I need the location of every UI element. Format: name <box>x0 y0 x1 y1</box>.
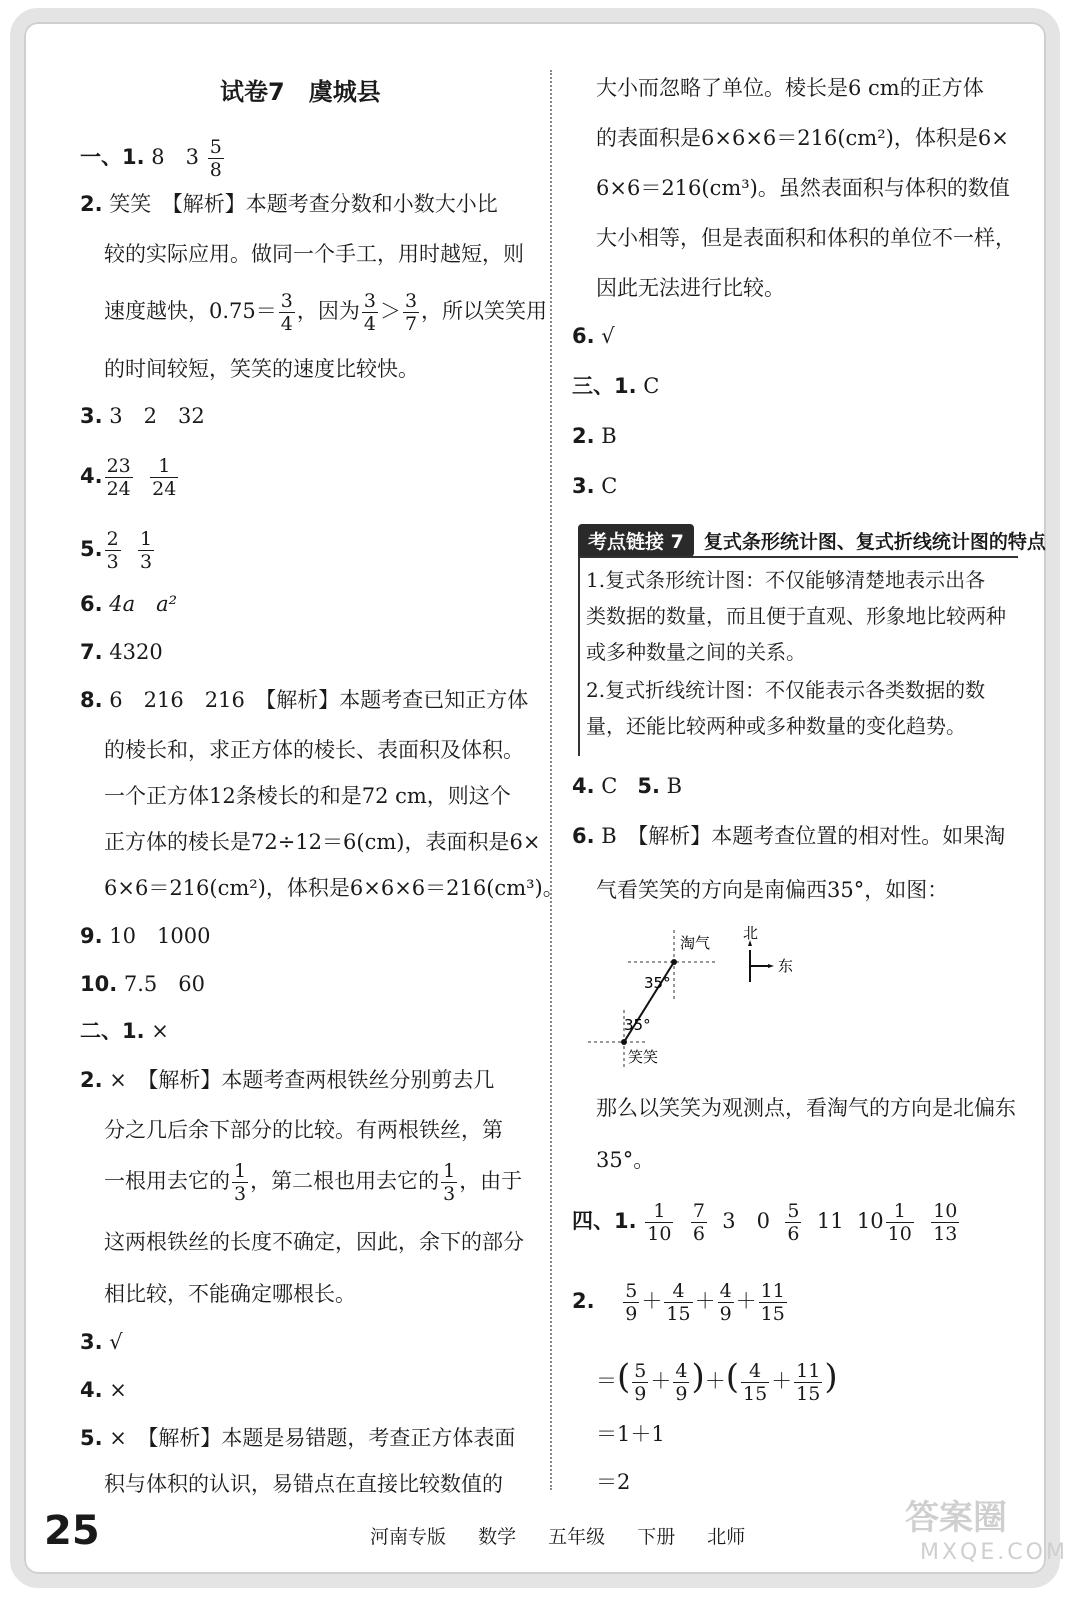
text-line: 1.复式条形统计图：不仅能够清楚地表示出各 <box>586 568 986 592</box>
answer-1-9: 9. 10 1000 <box>80 924 211 948</box>
knowledge-link-header <box>578 524 1046 557</box>
answer-2-1: 二、1. × <box>80 1019 169 1043</box>
page-number: 25 <box>44 1508 100 1554</box>
footer-info <box>370 1522 771 1549</box>
angle-label-2: 35° <box>624 1016 651 1034</box>
xiaoxiao-point <box>621 1039 627 1045</box>
footer-volume: 下册 <box>637 1526 676 1548</box>
answer-1-7: 7. 4320 <box>80 640 163 664</box>
footer-publisher: 北师 <box>707 1526 746 1548</box>
watermark-url: MXQE.COM <box>920 1540 1068 1565</box>
text-line: 6×6＝216(cm²)，体积是6×6×6＝216(cm³)。 <box>104 876 564 900</box>
text-line: 2.复式折线统计图：不仅能表示各类数据的数 <box>586 678 986 702</box>
east-arrow-icon <box>768 964 774 968</box>
xiaoxiao-label: 笑笑 <box>628 1048 659 1066</box>
text-line: 较的实际应用。做同一个手工，用时越短，则 <box>104 242 524 266</box>
text-line: 量，还能比较两种或多种数量的变化趋势。 <box>586 714 966 738</box>
text-line: 类数据的数量，而且便于直观、形象地比较两种 <box>586 604 1006 628</box>
answer-3-4-5: 4. C 5. B <box>572 774 683 798</box>
answer-1-5: 5. $\frac{2}{3}$ $\frac{1}{3}$ <box>80 528 153 573</box>
answer-2-5: 5. × 【解析】本题是易错题，考查正方体表面 <box>80 1426 516 1450</box>
answer-1-3: 3. 3 2 32 <box>80 404 205 428</box>
answer-3-1: 三、1. C <box>572 374 660 398</box>
text-line: 速度越快，0.75＝ $\frac{3}{4}$ ，因为 $\frac{3}{4}$ ＞ $\frac{3}{7}$ ，所以笑笑用 <box>104 290 548 335</box>
equation-step-1: ＝( $\frac{5}{9}$ ＋ $\frac{4}{9}$ )＋( $\frac{4}{15}$ ＋ $\frac{11}{15}$ ) <box>596 1357 838 1405</box>
text-line: 积与体积的认识，易错点在直接比较数值的 <box>104 1472 503 1496</box>
direction-diagram <box>588 920 818 1070</box>
answer-3-2: 2. B <box>572 424 617 448</box>
east-label: 东 <box>778 957 794 975</box>
text-line: 气看笑笑的方向是南偏西35°，如图： <box>596 878 949 902</box>
taoqi-label: 淘气 <box>680 934 711 952</box>
text-line: 相比较，不能确定哪根长。 <box>104 1282 356 1306</box>
answer-1-8: 8. 6 216 216 【解析】本题考查已知正方体 <box>80 688 529 712</box>
text-line: 的时间较短，笑笑的速度比较快。 <box>104 357 419 381</box>
fraction: $\frac{5}{8}$ <box>209 136 222 181</box>
answer-4-1: 四、1. $\frac{1}{10}$ $\frac{7}{6}$ 3 0 $\frac{5}{6}$ 11 10 $\frac{1}{10}$ $\frac{10}{13}$ <box>572 1200 958 1245</box>
angle-label-1: 35° <box>644 974 671 992</box>
answer-1-4: 4. $\frac{23}{24}$ $\frac{1}{24}$ <box>80 455 177 500</box>
text-line: 分之几后余下部分的比较。有两根铁丝，第 <box>104 1118 503 1142</box>
answer-1-6: 6. 4a a² <box>80 592 178 616</box>
answer-1-2: 2. 笑笑 【解析】本题考查分数和小数大小比 <box>80 192 498 216</box>
answer-4-2: 2. $\frac{5}{9}$ ＋ $\frac{4}{15}$ ＋ $\frac{4}{9}$ ＋ $\frac{11}{15}$ <box>572 1280 785 1325</box>
watermark-logo: 答案圈 <box>905 1498 1007 1538</box>
answer-1-1: 一、1. 8 3 $\frac{5}{8}$ <box>80 136 222 181</box>
equation-step-2: ＝1＋1 <box>596 1422 665 1446</box>
footer-grade: 五年级 <box>548 1526 606 1548</box>
answer-2-4: 4. × <box>80 1378 127 1402</box>
footer-edition: 河南专版 <box>370 1526 447 1548</box>
column-divider <box>550 70 552 1490</box>
knowledge-link-tag: 考点链接 7 <box>578 524 694 557</box>
answer-3-6: 6. B 【解析】本题考查位置的相对性。如果淘 <box>572 824 1006 848</box>
page-title: 试卷7 虞城县 <box>220 78 381 106</box>
taoqi-point <box>671 959 677 965</box>
answer-2-6: 6. √ <box>572 324 615 348</box>
answer-2-2: 2. × 【解析】本题考查两根铁丝分别剪去几 <box>80 1068 495 1092</box>
equation-step-3: ＝2 <box>596 1470 631 1494</box>
answer-1-10: 10. 7.5 60 <box>80 972 206 996</box>
text-line: 6×6＝216(cm³)。虽然表面积与体积的数值 <box>596 176 1010 200</box>
north-label: 北 <box>743 924 759 942</box>
text-line: 正方体的棱长是72÷12＝6(cm)，表面积是6× <box>104 830 541 854</box>
knowledge-link-title: 复式条形统计图、复式折线统计图的特点 <box>703 531 1046 553</box>
footer-subject: 数学 <box>478 1526 517 1548</box>
text-line: 大小相等，但是表面积和体积的单位不一样， <box>596 226 1016 250</box>
text-line: 的棱长和，求正方体的棱长、表面积及体积。 <box>104 738 524 762</box>
text-line: 一个正方体12条棱长的和是72 cm，则这个 <box>104 784 511 808</box>
answer-2-3: 3. √ <box>80 1330 123 1354</box>
text-line: 或多种数量之间的关系。 <box>586 640 806 664</box>
text-line: 这两根铁丝的长度不确定，因此，余下的部分 <box>104 1230 524 1254</box>
answer-3-3: 3. C <box>572 474 618 498</box>
text-line: 的表面积是6×6×6＝216(cm²)，体积是6× <box>596 126 1009 150</box>
text-line: 大小而忽略了单位。棱长是6 cm的正方体 <box>596 76 984 100</box>
text-line: 35°。 <box>596 1148 655 1172</box>
text-line: 一根用去它的 $\frac{1}{3}$ ，第二根也用去它的 $\frac{1}{3}$ ，由于 <box>104 1160 523 1205</box>
text-line: 那么以笑笑为观测点，看淘气的方向是北偏东 <box>596 1096 1016 1120</box>
text-line: 因此无法进行比较。 <box>596 276 785 300</box>
